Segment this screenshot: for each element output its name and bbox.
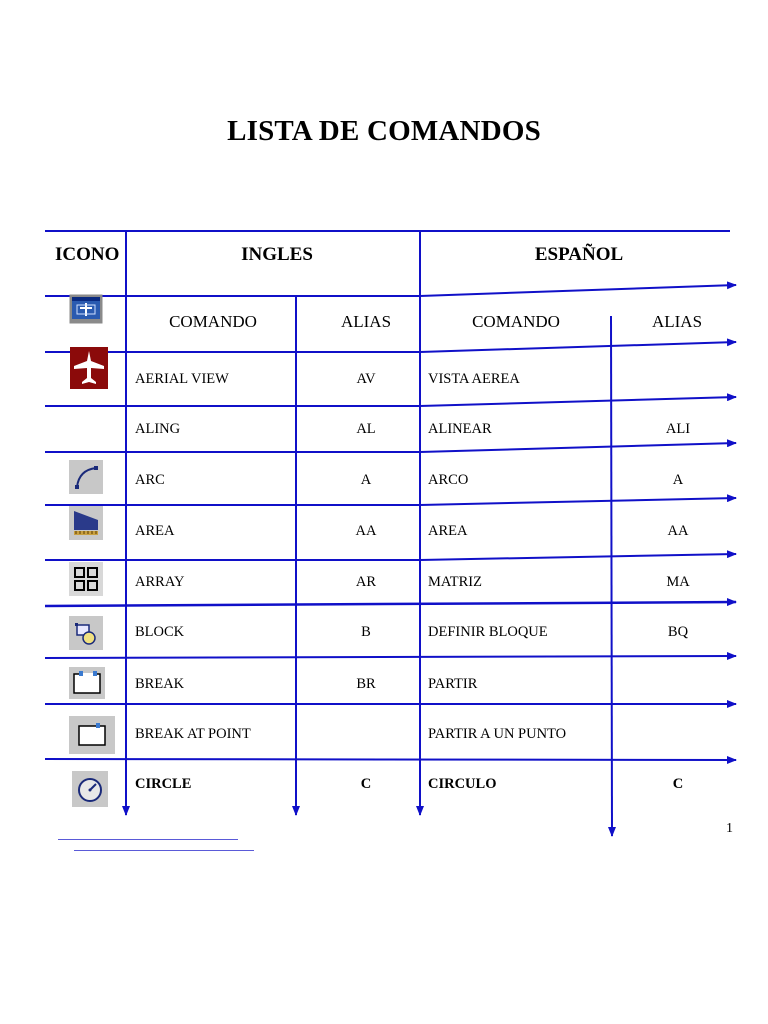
command-en: ARC bbox=[135, 472, 165, 488]
alias-en: AV bbox=[356, 371, 376, 387]
command-es: PARTIR bbox=[428, 676, 478, 692]
command-en: AERIAL VIEW bbox=[135, 371, 229, 387]
break-at-point-icon bbox=[69, 716, 115, 759]
header-ingles: INGLES bbox=[241, 244, 313, 265]
subheader-alias-es: ALIAS bbox=[651, 312, 703, 331]
alias-en: AL bbox=[356, 421, 376, 437]
page-title: LISTA DE COMANDOS bbox=[227, 115, 541, 147]
command-es: MATRIZ bbox=[428, 574, 482, 590]
alias-en: B bbox=[361, 624, 371, 640]
command-es: DEFINIR BLOQUE bbox=[428, 624, 548, 640]
alias-es: BQ bbox=[667, 624, 689, 640]
alias-es: A bbox=[672, 472, 684, 488]
command-en: BREAK AT POINT bbox=[135, 726, 251, 742]
alias-en: AR bbox=[355, 574, 377, 590]
command-en: CIRCLE bbox=[135, 776, 192, 792]
alias-en: C bbox=[360, 776, 372, 792]
page-number: 1 bbox=[726, 821, 733, 836]
command-es: ALINEAR bbox=[428, 421, 492, 437]
subheader-alias-en: ALIAS bbox=[340, 312, 392, 331]
header-icono: ICONO bbox=[55, 244, 120, 265]
alias-es: MA bbox=[666, 574, 690, 590]
alias-es: C bbox=[672, 776, 684, 792]
aerial-view-window-icon bbox=[69, 294, 103, 329]
arc-icon bbox=[69, 460, 103, 499]
alias-en: AA bbox=[355, 523, 377, 539]
block-icon bbox=[69, 616, 103, 655]
alias-es: ALI bbox=[665, 421, 691, 437]
command-en: ARRAY bbox=[135, 574, 185, 590]
break-icon bbox=[69, 667, 105, 704]
array-icon bbox=[69, 562, 103, 601]
subheader-comando-en: COMANDO bbox=[169, 312, 257, 331]
area-icon bbox=[69, 506, 103, 545]
command-es: CIRCULO bbox=[428, 776, 497, 792]
circle-icon bbox=[72, 771, 108, 812]
footnote-separator-2 bbox=[74, 850, 254, 851]
command-en: BREAK bbox=[135, 676, 185, 692]
command-es: ARCO bbox=[428, 472, 469, 488]
command-es: AREA bbox=[428, 523, 468, 539]
alias-es: AA bbox=[667, 523, 689, 539]
command-es: PARTIR A UN PUNTO bbox=[428, 726, 567, 742]
command-en: ALING bbox=[135, 421, 181, 437]
command-en: AREA bbox=[135, 523, 175, 539]
command-es: VISTA AEREA bbox=[428, 371, 520, 387]
subheader-comando-es: COMANDO bbox=[472, 312, 560, 331]
alias-en: A bbox=[360, 472, 372, 488]
command-en: BLOCK bbox=[135, 624, 185, 640]
header-espanol: ESPAÑOL bbox=[534, 244, 624, 265]
aerial-view-icon bbox=[70, 347, 108, 394]
footnote-separator bbox=[58, 839, 238, 840]
alias-en: BR bbox=[356, 676, 376, 692]
